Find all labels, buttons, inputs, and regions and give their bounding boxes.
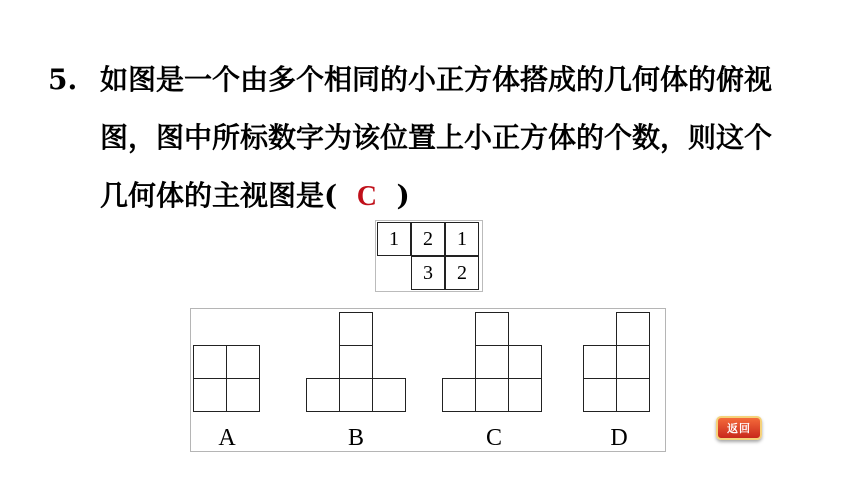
- option-d-label: D: [610, 425, 628, 451]
- question-number: 5.: [48, 63, 78, 96]
- option-b-label: B: [347, 425, 364, 451]
- top-view-cell: 2: [411, 222, 445, 256]
- cube-square: [475, 378, 509, 412]
- question-line-3-suffix: ): [396, 179, 410, 212]
- cube-square: [583, 345, 617, 379]
- top-view-cell: 3: [411, 256, 445, 290]
- cube-square: [475, 345, 509, 379]
- cube-square: [372, 378, 406, 412]
- top-view-cell: 1: [377, 222, 411, 256]
- question-line-2: 图，图中所标数字为该位置上小正方体的个数，则这个: [100, 121, 773, 154]
- cube-square: [226, 378, 260, 412]
- cube-square: [616, 312, 650, 346]
- cube-square: [226, 345, 260, 379]
- answer-letter: C: [356, 181, 377, 212]
- cube-square: [193, 345, 227, 379]
- question-line-3-prefix: 几何体的主视图是(: [100, 179, 338, 212]
- cube-square: [508, 345, 542, 379]
- question-line-3: [100, 166, 410, 227]
- cube-square: [583, 378, 617, 412]
- top-view-cell: 1: [445, 222, 479, 256]
- question-line-1: 如图是一个由多个相同的小正方体搭成的几何体的俯视: [100, 63, 773, 96]
- cube-square: [508, 378, 542, 412]
- return-button[interactable]: 返回: [716, 416, 762, 440]
- cube-square: [193, 378, 227, 412]
- cube-square: [339, 345, 373, 379]
- cube-square: [306, 378, 340, 412]
- option-a-label: A: [218, 425, 236, 451]
- cube-square: [616, 378, 650, 412]
- cube-square: [339, 312, 373, 346]
- cube-square: [475, 312, 509, 346]
- cube-square: [442, 378, 476, 412]
- top-view-cell: 2: [445, 256, 479, 290]
- options-panel: [190, 308, 666, 452]
- option-c-label: C: [485, 425, 502, 451]
- cube-square: [616, 345, 650, 379]
- top-view-grid: [375, 220, 483, 292]
- cube-square: [339, 378, 373, 412]
